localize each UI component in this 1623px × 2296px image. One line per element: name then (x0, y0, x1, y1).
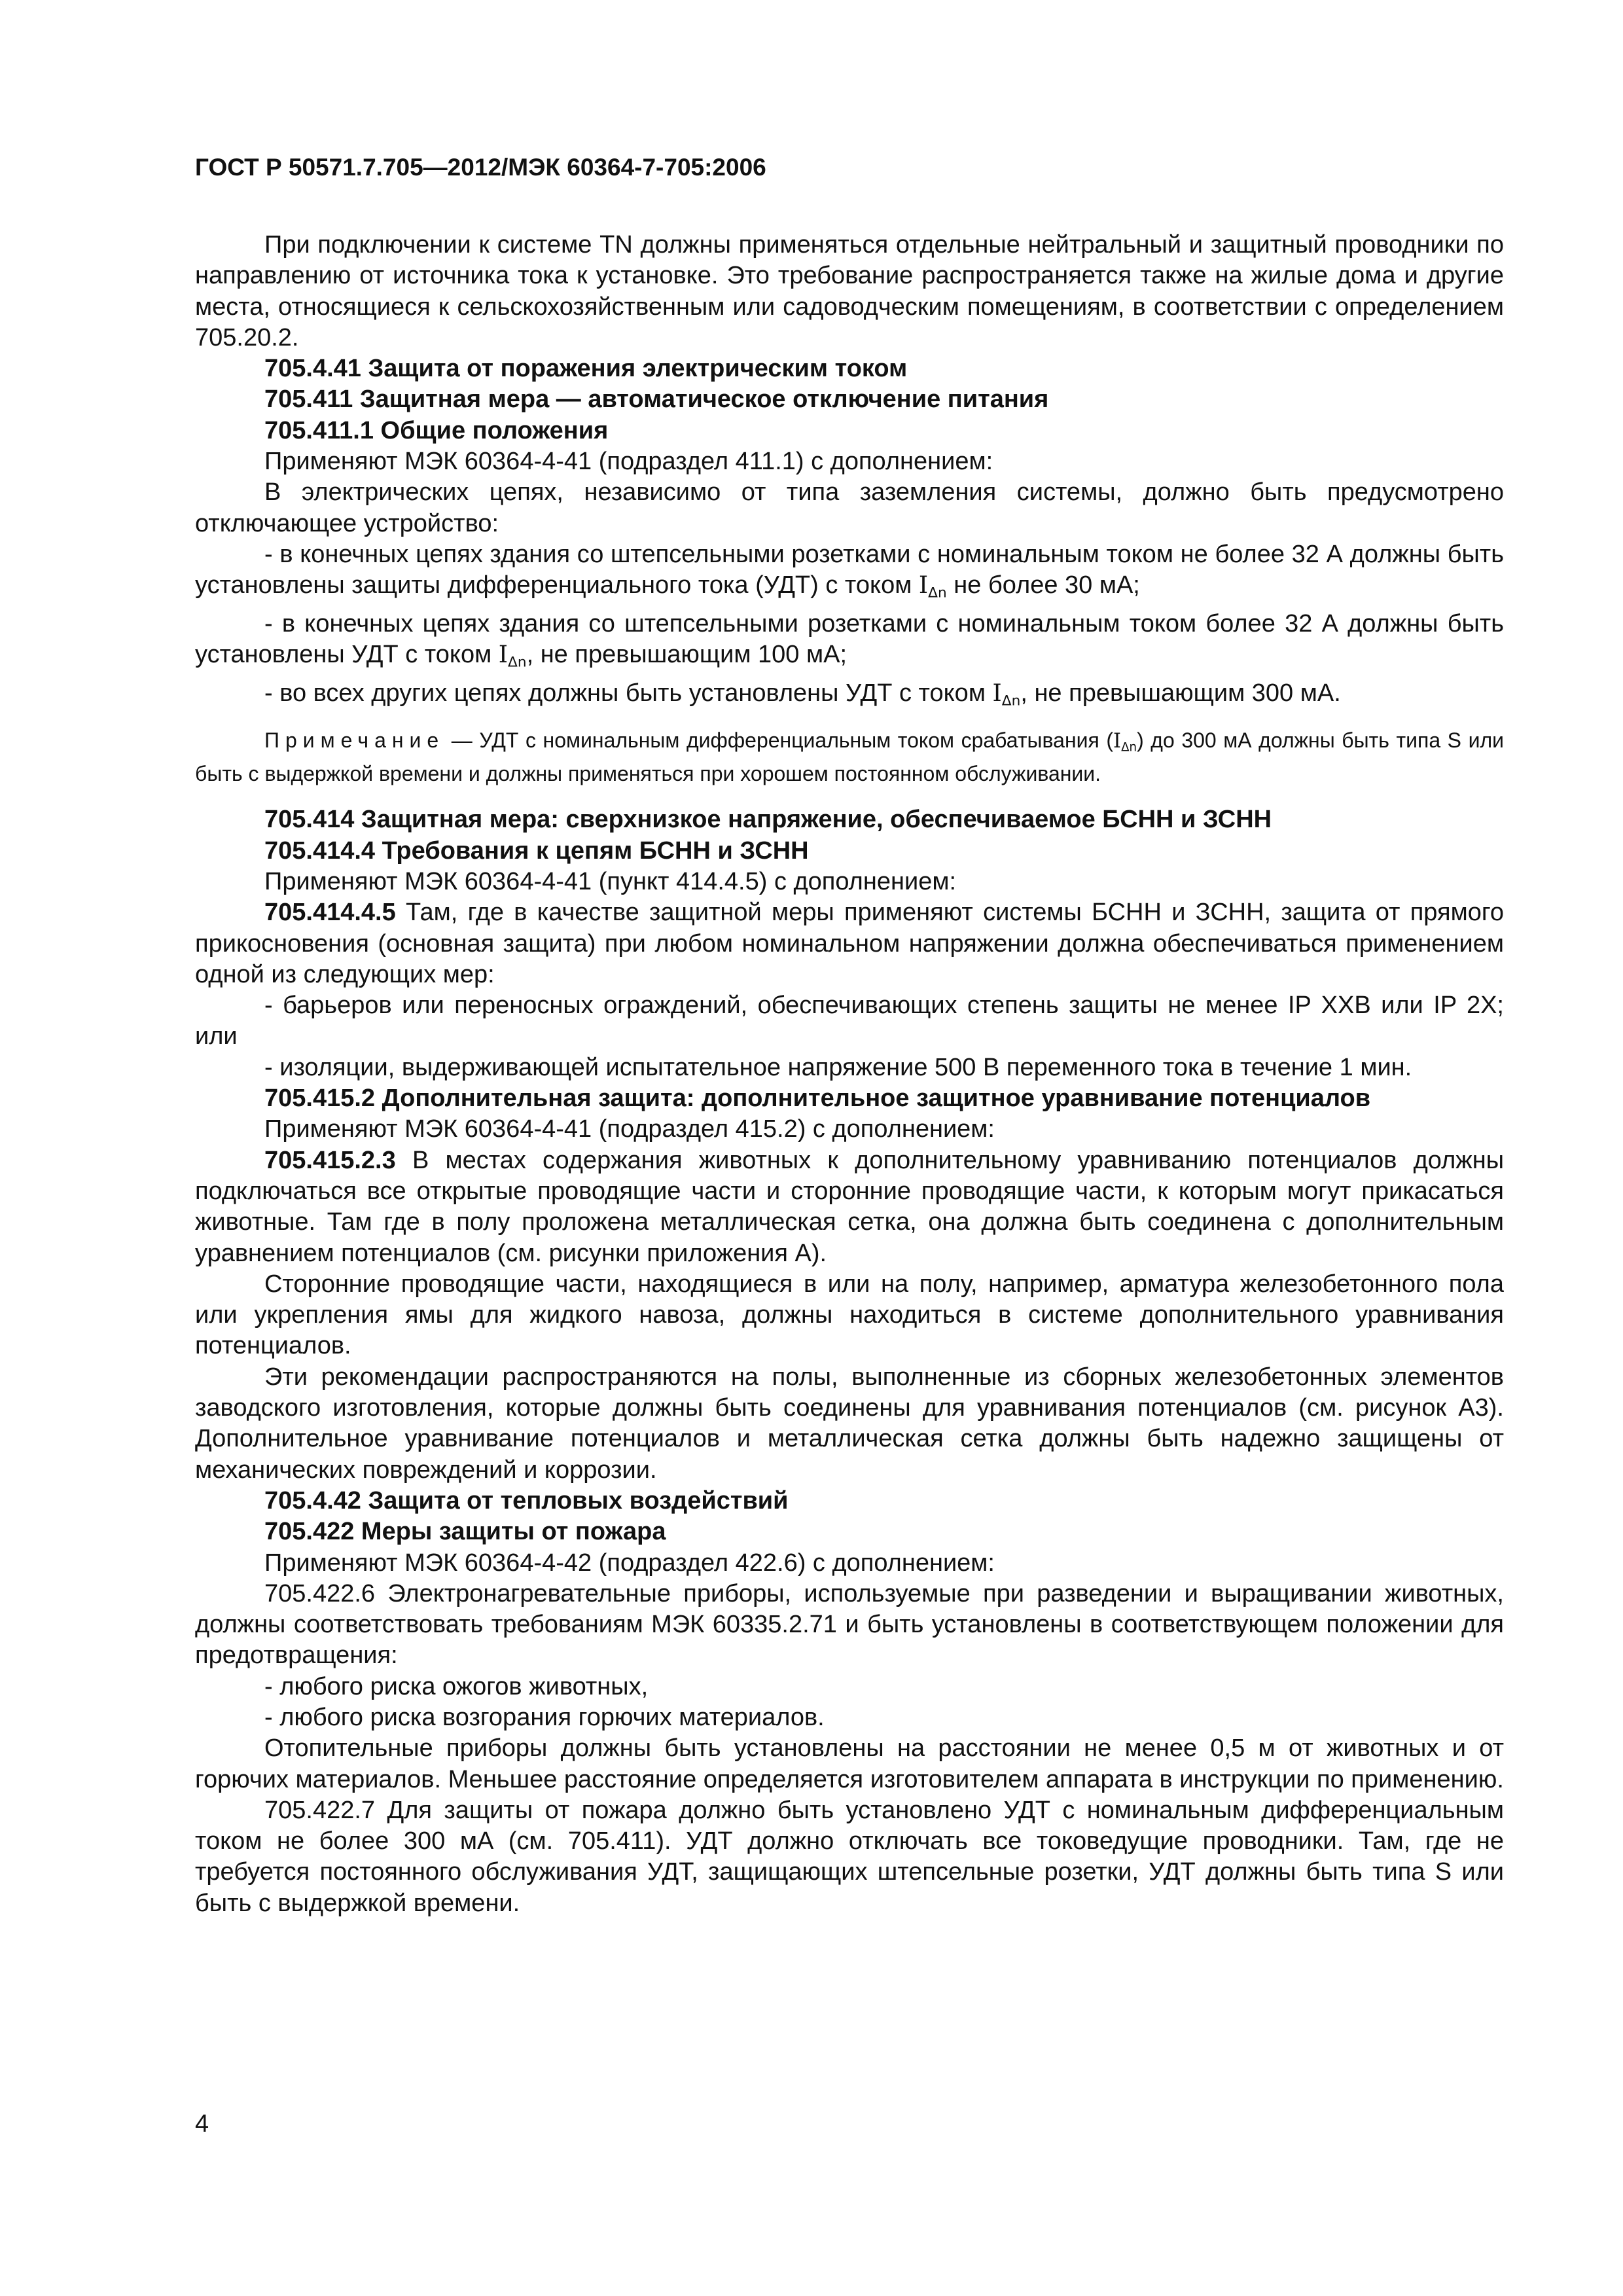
list-item (195, 609, 1504, 678)
list-item-text: - во всех других цепях должны быть установлены УДТ с током (264, 679, 993, 708)
paragraph: Сторонние проводящие части, находящиеся в или на полу, например, арматура железобетонного пола или укрепления ямы для жидкого навоза, должны находиться в системе дополнительного уравнивания потенциалов. (195, 1270, 1504, 1360)
list-item (195, 678, 1504, 717)
paragraph: Отопительные приборы должны быть установлены на расстоянии не менее 0,5 м от животных и от горючих материалов. Меньшее расстояние определяется изготовителем аппарата в инструкции по применению. (195, 1734, 1504, 1793)
list-item: - любого риска ожогов животных, (264, 1672, 649, 1700)
paragraph: 705.422.6 Электронагревательные приборы, используемые при разведении и выращивании животных, должны соответствовать требованиям МЭК 60335.2.71 и быть установлены в соответствующем положении для предотвращения: (195, 1579, 1504, 1670)
list-item: - барьеров или переносных ограждений, обеспечивающих степень защиты не менее IP XXB или IP 2X; или (195, 992, 1504, 1050)
list-item-text: , не превышающим 100 мА; (526, 641, 847, 669)
paragraph: 705.422.7 Для защиты от пожара должно быть установлено УДТ с номинальным дифференциальным током не более 300 мА (см. 705.411). УДТ должно отключать все токоведущие проводники. Там, где не требуется постоянного обслуживания УДТ, защищающих штепсельные розетки, УДТ должны быть типа S или быть с выдержкой времени. (195, 1796, 1504, 1917)
section-heading: 705.4.41 Защита от поражения электрическим током (264, 355, 908, 383)
note-text: — УДТ с номинальным дифференциальным током срабатывания ( (444, 728, 1114, 752)
paragraph: Применяют МЭК 60364-4-41 (пункт 414.4.5) с дополнением: (264, 867, 957, 895)
paragraph-text: В местах содержания животных к дополнительному уравниванию потенциалов должны подключаться все открытые проводящие части и сторонние проводящие части, к которым могут прикасаться животные. Там где в полу проложена металлическая сетка, она должна быть соединена с дополнительным уравнением потенциалов (см. рисунки приложения А). (195, 1146, 1504, 1267)
paragraph (195, 897, 1504, 990)
page-content (195, 152, 1504, 1919)
note (195, 727, 1504, 787)
list-item-text: не более 30 мА; (946, 571, 1140, 600)
list-item: - любого риска возгорания горючих материалов. (264, 1703, 825, 1731)
list-item (195, 539, 1504, 609)
section-heading: 705.422 Меры защиты от пожара (264, 1518, 666, 1546)
section-heading: 705.4.42 Защита от тепловых воздействий (264, 1486, 789, 1515)
list-item-text: - в конечных цепях здания со штепсельными розетками с номинальным током более 32 А должны быть установлены УДТ с током (195, 610, 1504, 669)
note-text: ) до 300 мА должны быть типа S или быть с выдержкой времени и должны применяться при хорошем постоянном обслуживании. (195, 728, 1504, 786)
current-symbol: $I_{\Delta n}$ (1113, 729, 1137, 755)
list-item: - изоляции, выдерживающей испытательное напряжение 500 В переменного тока в течение 1 мин. (264, 1053, 1412, 1081)
list-item-text: , не превышающим 300 мА. (1020, 679, 1341, 708)
document-header: ГОСТ Р 50571.7.705—2012/МЭК 60364-7-705:2006 (195, 154, 766, 181)
clause-number: 705.414.4.5 (264, 899, 396, 927)
paragraph: Эти рекомендации распространяются на полы, выполненные из сборных железобетонных элементов заводского изготовления, которые должны быть соединены для уравнивания потенциалов (см. рисунок А3). Дополнительное уравнивание потенциалов и металлическая сетка должны быть надежно защищены от механических повреждений и коррозии. (195, 1363, 1504, 1484)
note-label: Примечание (264, 728, 445, 752)
current-symbol: $I_{\Delta n}$ (498, 641, 527, 671)
section-heading: 705.411 Защитная мера — автоматическое отключение питания (264, 386, 1049, 414)
paragraph: Применяют МЭК 60364-4-42 (подраздел 422.6) с дополнением: (264, 1549, 995, 1577)
paragraph: Применяют МЭК 60364-4-41 (подраздел 415.2) с дополнением: (264, 1115, 995, 1143)
section-heading: 705.414.4 Требования к цепям БСНН и ЗСНН (264, 836, 809, 865)
paragraph-text: Там, где в качестве защитной меры применяют системы БСНН и ЗСНН, защита от прямого прикосновения (основная защита) при любом номинальном напряжении должна обеспечиваться применением одной из следующих мер: (195, 899, 1504, 988)
paragraph: При подключении к системе TN должны применяться отдельные нейтральный и защитный проводники по направлению от источника тока к установке. Это требование распространяется также на жилые дома и другие места, относящиеся к сельскохозяйственным или садоводческим помещениям, в соответствии с определением 705.20.2. (195, 231, 1504, 351)
section-heading: 705.411.1 Общие положения (264, 416, 609, 444)
page-number: 4 (195, 2110, 209, 2138)
list-item-text: - в конечных цепях здания со штепсельными розетками с номинальным током не более 32 А должны быть установлены защиты дифференциального тока (УДТ) с током (195, 540, 1504, 600)
current-symbol: $I_{\Delta n}$ (918, 571, 947, 601)
section-heading: 705.414 Защитная мера: сверхнизкое напряжение, обеспечиваемое БСНН и ЗСНН (264, 806, 1272, 834)
paragraph: Применяют МЭК 60364-4-41 (подраздел 411.1) с дополнением: (264, 448, 993, 476)
paragraph: В электрических цепях, независимо от типа заземления системы, должно быть предусмотрено отключающее устройство: (195, 478, 1504, 537)
clause-number: 705.415.2.3 (264, 1146, 396, 1174)
section-heading: 705.415.2 Дополнительная защита: дополнительное защитное уравнивание потенциалов (264, 1085, 1371, 1113)
paragraph (195, 1145, 1504, 1269)
current-symbol: $I_{\Delta n}$ (992, 679, 1021, 709)
